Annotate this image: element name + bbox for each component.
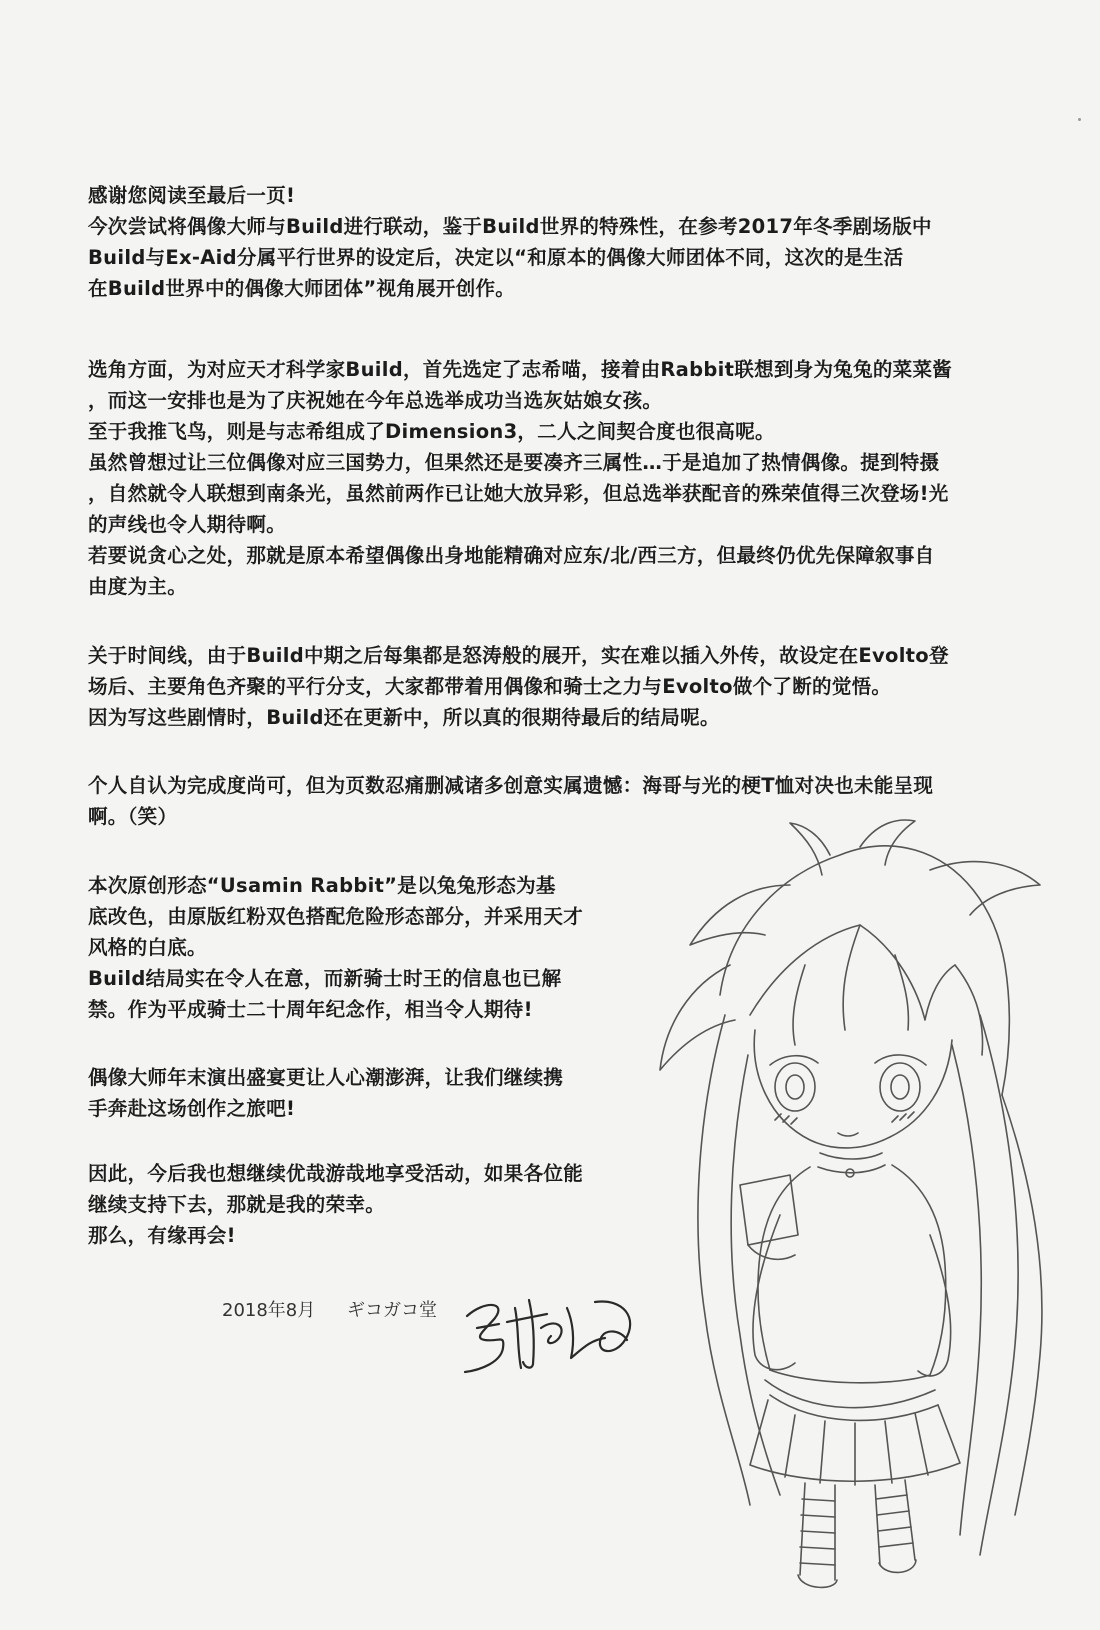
text-line: 关于时间线，由于Build中期之后每集都是怒涛般的展开，实在难以插入外传，故设定在Evolto登: [88, 644, 949, 667]
paragraph-timeline: [88, 640, 949, 733]
signoff-circle: ギコガコ堂: [347, 1300, 437, 1321]
text-line: 虽然曾想过让三位偶像对应三国势力，但果然还是要凑齐三属性…于是追加了热情偶像。提到特摄: [88, 451, 940, 474]
paragraph-original-form: [88, 870, 583, 1025]
text-line: 由度为主。: [88, 575, 188, 598]
text-line: 那么，有缘再会!: [88, 1224, 236, 1247]
paragraph-live-event: [88, 1062, 563, 1124]
text-line: 因此，今后我也想继续优哉游哉地享受活动，如果各位能: [88, 1162, 584, 1185]
paragraph-closing: [88, 1158, 583, 1251]
paragraph-casting: [88, 354, 952, 602]
text-line: 手奔赴这场创作之旅吧!: [88, 1097, 296, 1120]
text-line: 今次尝试将偶像大师与Build进行联动，鉴于Build世界的特殊性，在参考2017年冬季剧场版中: [88, 215, 932, 238]
text-line: 因为写这些剧情时，Build还在更新中，所以真的很期待最后的结局呢。: [88, 706, 720, 729]
text-line: 在Build世界中的偶像大师团体”视角展开创作。: [88, 277, 516, 300]
text-line: 感谢您阅读至最后一页!: [88, 184, 296, 207]
text-line: ，而这一安排也是为了庆祝她在今年总选举成功当选灰姑娘女孩。: [88, 389, 663, 412]
text-line: 至于我推飞鸟，则是与志希组成了Dimension3，二人之间契合度也很高呢。: [88, 420, 775, 443]
text-line: 若要说贪心之处，那就是原本希望偶像出身地能精确对应东/北/西三方，但最终仍优先保障叙事自: [88, 544, 935, 567]
text-line: 选角方面，为对应天才科学家Build，首先选定了志希喵，接着由Rabbit联想到身为兔兔的菜菜酱: [88, 358, 953, 381]
text-line: Build与Ex-Aid分属平行世界的设定后，决定以“和原本的偶像大师团体不同，这次的是生活: [88, 246, 904, 269]
text-line: 场后、主要角色齐聚的平行分支，大家都带着用偶像和骑士之力与Evolto做个了断的觉悟。: [88, 675, 892, 698]
text-line: 底改色，由原版红粉双色搭配危险形态部分，并采用天才: [88, 905, 584, 928]
paper-speck: [1078, 118, 1081, 121]
text-line: 的声线也令人期待啊。: [88, 513, 287, 536]
text-line: 偶像大师年末演出盛宴更让人心潮澎湃，让我们继续携: [88, 1066, 564, 1089]
text-line: 风格的白底。: [88, 936, 207, 959]
text-line: 本次原创形态“Usamin Rabbit”是以兔兔形态为基: [88, 874, 556, 897]
signoff: [222, 1296, 437, 1322]
text-line: 啊。（笑）: [88, 805, 178, 828]
text-line: Build结局实在令人在意，而新骑士时王的信息也已解: [88, 967, 562, 990]
text-line: 禁。作为平成骑士二十周年纪念作，相当令人期待!: [88, 998, 533, 1021]
text-line: 继续支持下去，那就是我的荣幸。: [88, 1193, 386, 1216]
chibi-girl-sketch: [630, 815, 1070, 1595]
text-line: 个人自认为完成度尚可，但为页数忍痛删减诸多创意实属遗憾：海哥与光的梗T恤对决也未能呈现: [88, 774, 934, 797]
handwritten-signature: [455, 1278, 645, 1378]
paragraph-intro: [88, 180, 932, 304]
text-line: ，自然就令人联想到南条光，虽然前两作已让她大放异彩，但总选举获配音的殊荣值得三次登场!光: [88, 482, 949, 505]
signoff-date: 2018年8月: [222, 1300, 316, 1321]
